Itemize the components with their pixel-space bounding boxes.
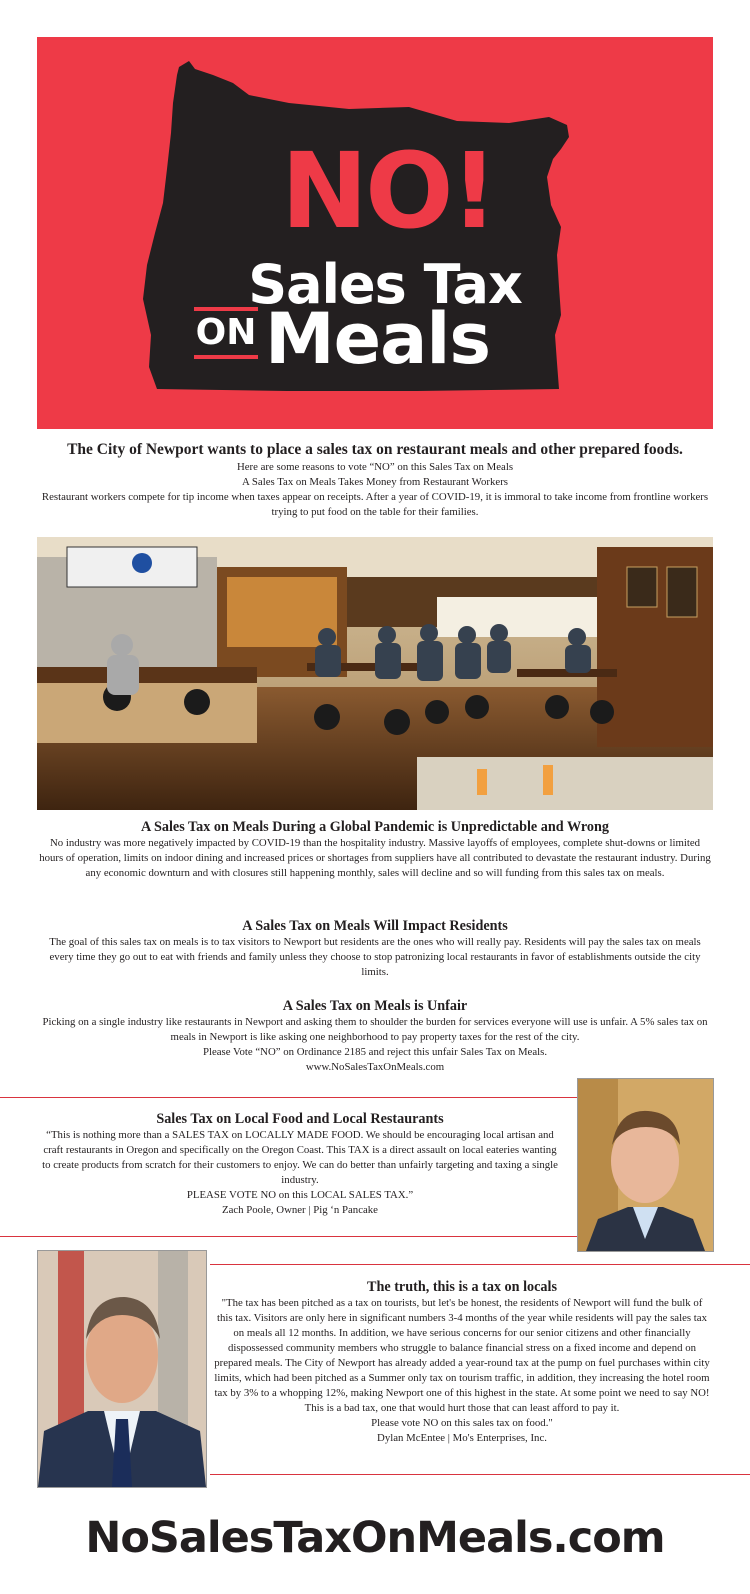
hero-meals: Meals [265, 298, 491, 380]
hero-sales-tax: Sales Tax [248, 253, 522, 316]
intro-headline: The City of Newport wants to place a sales tax on restaurant meals and other prepared foods. [67, 441, 683, 458]
section-residents-body: The goal of this sales tax on meals is to tax visitors to Newport but residents are the ones who will really pay. Residents will pay the sales tax on meals every time they go out to eat with friends and family unless they choose to stop patronizing local restaurants in favor of establishments outside the city limits. [49, 936, 701, 978]
divider-rule [0, 1097, 577, 1098]
quote-dylan [214, 1278, 710, 1446]
quote-dylan-body: "The tax has been pitched as a tax on tourists, but let's be honest, the residents of Newport will fund the bulk of this tax. Visitors are only here in significant numbers 3-4 months of the year while residents will pay the sales tax on meals all 12 months. In addition, we have serious concerns for our senior citizens and other financially dispossessed community members who struggle to balance financial stress on a fixed income and depend on prepared meals. The City of Newport has already added a year-round tax at the pump on fuel purchases within city limits, which had been pitched as a Summer only tax on tourism traffic, in addition, they increasing the hotel room tax by 3% to a whopping 12%, making Newport one of this highest in the state. At some point we need to say NO! This is a bad tax, one that would hurt those that can least afford to pay it. [214, 1297, 710, 1414]
quote-dylan-cta: Please vote NO on this sales tax on food." [371, 1417, 553, 1429]
section-pandemic [37, 818, 713, 881]
intro-line-3: Restaurant workers compete for tip income when taxes appear on receipts. After a year of COVID-19, it is immoral to take income from frontline workers trying to put food on the table for their families. [41, 491, 709, 518]
quote-zach-heading: Sales Tax on Local Food and Local Restaurants [156, 1111, 444, 1127]
pepsi-logo-icon [132, 553, 152, 573]
section-unfair-heading: A Sales Tax on Meals is Unfair [282, 998, 468, 1014]
section-pandemic-body: No industry was more negatively impacted by COVID-19 than the hospitality industry. Massive layoffs of employees, complete shut-downs or limited hours of operation, limits on indoor dining and increased prices or shortages from suppliers have all contributed to devastate the restaurant industry. During any economic downturn and with closures still happening monthly, sales will decline and so will funding from this sales tax on meals. [39, 837, 711, 879]
section-residents-heading: A Sales Tax on Meals Will Impact Residents [242, 918, 508, 934]
quote-dylan-heading: The truth, this is a tax on locals [367, 1279, 557, 1295]
hero-on: ON [194, 307, 258, 359]
restaurant-photo [37, 537, 713, 810]
quote-zach [40, 1110, 560, 1218]
divider-rule [210, 1474, 750, 1475]
quote-zach-body: “This is nothing more than a SALES TAX on LOCALLY MADE FOOD. We should be encouraging local artisan and craft restaurants in Oregon and specifically on the Oregon Coast. This TAX is a direct assault on local eateries wanting to create products from scratch for their customers to enjoy. We can do better than unfairly targeting and taxing a single industry. [42, 1129, 558, 1186]
intro-line-1: Here are some reasons to vote “NO” on this Sales Tax on Meals [236, 461, 514, 473]
divider-rule [0, 1236, 577, 1237]
section-unfair-body: Picking on a single industry like restaurants in Newport and asking them to shoulder the burden for services everyone will use is unfair. A 5% sales tax on meals in Newport is like asking one neighborhood to pay property taxes for the rest of the city. [42, 1016, 708, 1043]
intro-line-2: A Sales Tax on Meals Takes Money from Restaurant Workers [242, 476, 508, 488]
zach-poole-photo [577, 1078, 714, 1252]
section-unfair-url[interactable]: www.NoSalesTaxOnMeals.com [305, 1061, 445, 1073]
footer-website[interactable]: NoSalesTaxOnMeals.com [85, 1513, 665, 1563]
section-unfair-cta: Please Vote “NO” on Ordinance 2185 and reject this unfair Sales Tax on Meals. [202, 1046, 548, 1058]
hero-no: NO! [281, 130, 495, 252]
hero-banner [37, 37, 713, 429]
intro [40, 440, 710, 520]
quote-zach-attribution: Zach Poole, Owner | Pig ‘n Pancake [222, 1204, 378, 1216]
restaurant-interior-illustration [37, 537, 713, 810]
quote-zach-cta: PLEASE VOTE NO on this LOCAL SALES TAX.” [186, 1189, 414, 1201]
section-residents [37, 917, 713, 980]
section-pandemic-heading: A Sales Tax on Meals During a Global Pandemic is Unpredictable and Wrong [140, 819, 609, 835]
quote-dylan-attribution: Dylan McEntee | Mo's Enterprises, Inc. [377, 1432, 547, 1444]
divider-rule [210, 1264, 750, 1265]
dylan-mcentee-photo [37, 1250, 207, 1488]
section-unfair [37, 997, 713, 1075]
